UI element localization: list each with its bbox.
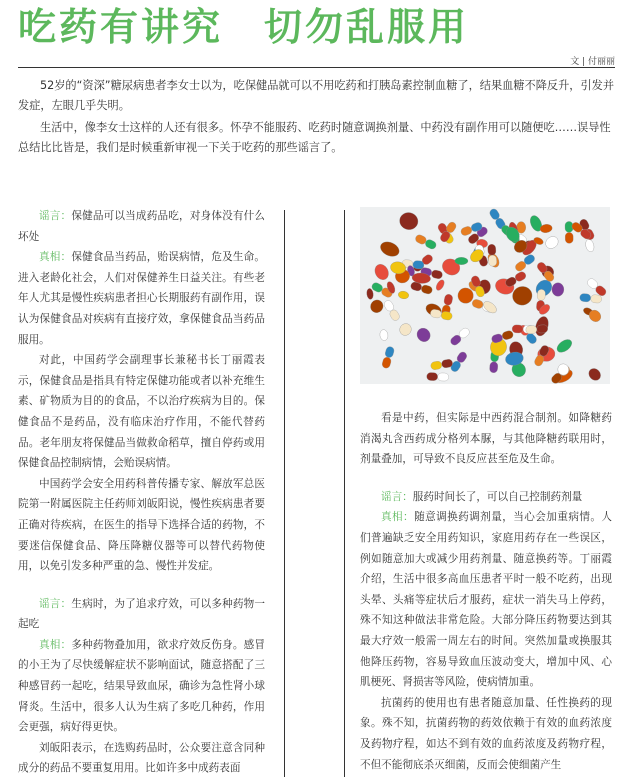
truth-label: 真相： — [39, 638, 72, 651]
pill — [584, 238, 595, 252]
pill — [555, 337, 574, 355]
pill — [455, 257, 468, 264]
rumor-label: 谣言： — [39, 210, 72, 222]
pill — [378, 239, 401, 259]
pill — [368, 297, 386, 315]
body-paragraph: 看是中药，但实际是中西药混合制剂。如降糖药消渴丸含西药成分格列本脲，与其他降糖药联用时，剂量叠加，可导致不良反应甚至危及生命。 — [360, 412, 612, 466]
pill — [430, 359, 453, 371]
pills-illustration — [360, 207, 610, 384]
truth-label: 真相： — [381, 511, 415, 524]
right-column — [360, 408, 612, 775]
left-column — [18, 206, 265, 779]
body-paragraph: 中国药学会安全用药科普传播专家、解放军总医院第一附属医院主任药师刘皈阳说，慢性疾病患者要正确对待疾病，在医生的指导下选择合适的药物，不要迷信保健食品、降压降糖仪器等可以替代药物使用，以免引发多种严重的急、慢性并发症。 — [18, 477, 265, 573]
pill — [543, 234, 560, 251]
pill — [379, 329, 388, 341]
column-divider-right — [344, 210, 345, 777]
body-paragraph: 对此，中国药学会副理事长兼秘书长丁丽霞表示，保健食品是指具有特定保健功能或者以补充维生素、矿物质为目的的食品，不以治疗疾病为目的。保健食品不是药品，没有临床治疗作用，不能代替药品。老年朋友将保健品当做救命稻草，擅自停药或用保健食品控制病情，会贻误病情。 — [18, 354, 265, 470]
pill — [449, 326, 471, 346]
pill — [414, 325, 433, 344]
pill — [414, 233, 437, 250]
pill — [514, 253, 536, 273]
truth-paragraph-3: 真相：随意调换药调剂量，当心会加重病情。人们普遍缺乏安全用药知识，家庭用药存在一些误区，例如随意加大或减少用药剂量、随意换药等。丁丽霞介绍，生活中很多高血压患者平时一般不吃药，出现头晕、头痛等症状后才服药，症状一消失马上停药，殊不知这种做法非常危险。大部分降压药物要达到其最大疗效一般需一周左右的时间。突然加量或换服其他降压药物，容易导致血压波动变大，增加中风、心肌梗死、肾损害等风险，使病情加重。 — [360, 511, 612, 689]
rumor-label: 谣言： — [381, 490, 413, 503]
body-paragraph: 刘皈阳表示，在选购药品时，公众要注意含同种成分的药品不要重复用用。比如许多中成药表面 — [18, 741, 265, 775]
pill — [397, 321, 413, 338]
pill — [398, 211, 420, 232]
rumor-label: 谣言： — [39, 597, 72, 610]
intro-paragraph-2: 生活中，像李女士这样的人还有很多。怀孕不能服药、吃药时随意调换剂量、中药没有副作用可以随便吃……误导性总结比比皆是，我们是时候重新审视一下关于吃药的那些谣言了。 — [18, 121, 611, 154]
body-paragraph: 抗菌药的使用也有患者随意加量、任性换药的现象。殊不知，抗菌药物的药效依赖于有效的血药浓度及药物疗程，如达不到有效的血药浓度及药物疗程，不但不能彻底杀灭细菌，反而会使细菌产生 — [360, 696, 612, 771]
rumor-paragraph-2: 谣言：生病时，为了追求疗效，可以多种药物一起吃 — [18, 597, 265, 631]
pill — [565, 221, 573, 243]
pill — [504, 270, 527, 288]
article-title: 吃药有讲究 切勿乱服用 — [18, 5, 470, 49]
pill — [427, 372, 449, 381]
pill — [381, 346, 395, 369]
pill — [579, 293, 602, 303]
column-divider-left — [284, 210, 285, 777]
pill — [398, 290, 410, 299]
rumor-paragraph-1: 谣言：保健品可以当成药品吃，对身体没有什么坏处 — [18, 210, 265, 243]
truth-label: 真相： — [39, 251, 72, 264]
pill — [383, 299, 401, 322]
pill — [586, 277, 608, 297]
pill — [372, 262, 391, 282]
truth-paragraph-1: 真相：保健食品当药品，贻误病情，危及生命。进入老龄化社会，人们对保健养生日益关注。有些老年人尤其是慢性疾病患者担心长期服药有副作用，误认为保健食品对疾病有直接疗效，拿保健食品当药品服用。 — [18, 251, 265, 346]
pill — [586, 366, 603, 383]
truth-paragraph-2: 真相：多种药物叠加用，欲求疗效反伤身。感冒的小王为了尽快缓解症状不影响面试，随意搭配了三种感冒药一起吃，结果导致血尿，确诊为急性肾小球肾炎。生活中，很多人认为生病了多吃几种药，作用会更强，病好得更快。 — [18, 638, 265, 734]
pills-photo — [360, 207, 610, 384]
intro-paragraph-1: 52岁的“资深”糖尿病患者李女士以为，吃保健品就可以不用吃药和打胰岛素控制血糖了，结果血糖不降反升，引发并发症，左眼几乎失明。 — [18, 79, 615, 112]
author-byline: 文 | 付丽丽 — [570, 57, 615, 67]
pill — [435, 278, 446, 291]
header-rule — [18, 67, 615, 68]
pill — [366, 288, 374, 300]
pill — [552, 282, 564, 296]
rumor-paragraph-3: 谣言：服药时间长了，可以自己控制药剂量 — [381, 490, 583, 503]
